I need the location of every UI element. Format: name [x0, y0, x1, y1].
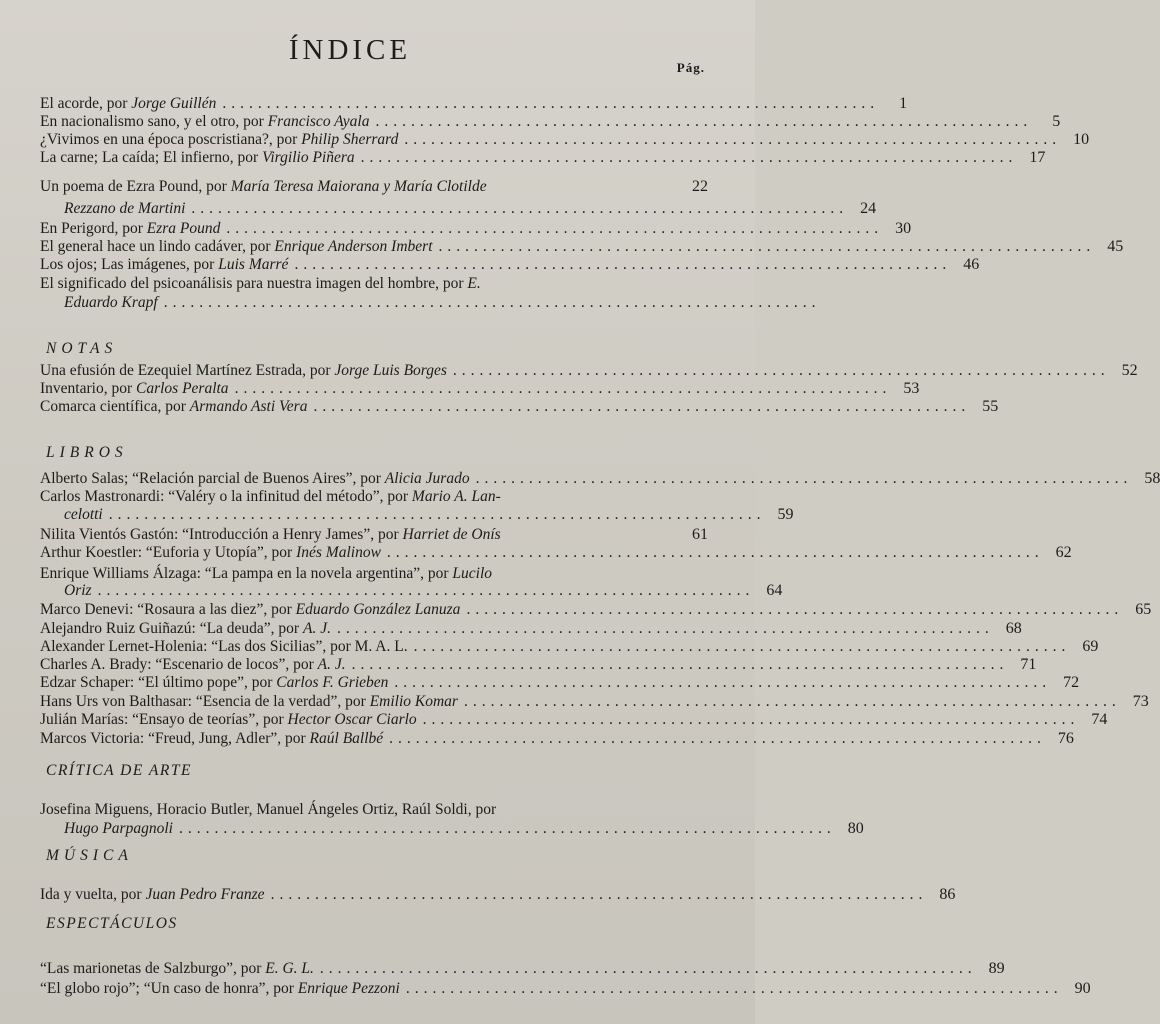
toc-entry: El significado del psicoanálisis para nuestra imagen del hombre, por E. — [40, 275, 481, 292]
toc-entry: Eduardo Krapf .......................................................................... — [64, 294, 821, 311]
toc-entry: Marco Denevi: “Rosaura a las diez”, por Eduardo González Lanuza .......................................................................... 65 — [40, 601, 1152, 618]
toc-entry: Oriz .......................................................................... 64 — [64, 582, 783, 599]
toc-entry: El acorde, por Jorge Guillén .......................................................................... 1 — [40, 95, 908, 112]
toc-entry: Rezzano de Martini .......................................................................... 24 — [64, 200, 877, 217]
toc-entry: En Perigord, por Ezra Pound .......................................................................... 30 — [40, 220, 912, 237]
toc-entry: “El globo rojo”; “Un caso de honra”, por Enrique Pezzoni .......................................................................... 90 — [40, 980, 1091, 997]
toc-entry: Un poema de Ezra Pound, por María Teresa Maiorana y María Clotilde 22 — [40, 178, 708, 195]
toc-entry: Edzar Schaper: “El último pope”, por Carlos F. Grieben .......................................................................... 72 — [40, 674, 1080, 691]
toc-entry: Josefina Miguens, Horacio Butler, Manuel Ángeles Ortiz, Raúl Soldi, por — [40, 801, 497, 818]
toc-entry: Hugo Parpagnoli .......................................................................... 80 — [64, 820, 864, 837]
toc-entry: El general hace un lindo cadáver, por Enrique Anderson Imbert .......................................................................... 45 — [40, 238, 1124, 255]
toc-entry: “Las marionetas de Salzburgo”, por E. G. L. .......................................................................... 89 — [40, 960, 1005, 977]
section-musica: MÚSICA — [46, 847, 133, 864]
toc-entry: Comarca científica, por Armando Asti Vera .......................................................................... 55 — [40, 398, 999, 415]
toc-entry: Alberto Salas; “Relación parcial de Buenos Aires”, por Alicia Jurado .......................................................................... 58 — [40, 470, 1160, 487]
toc-entry: Hans Urs von Balthasar: “Esencia de la verdad”, por Emilio Komar .......................................................................... 73 — [40, 693, 1149, 710]
toc-entry: Julián Marías: “Ensayo de teorías”, por Hector Oscar Ciarlo .......................................................................... 74 — [40, 711, 1108, 728]
section-libros: LIBROS — [46, 444, 128, 461]
toc-entry: Nilita Vientós Gastón: “Introducción a Henry James”, por Harriet de Onís 61 — [40, 526, 708, 543]
toc-entry: Carlos Mastronardi: “Valéry o la infinitud del método”, por Mario A. Lan- — [40, 488, 501, 505]
toc-entry: Ida y vuelta, por Juan Pedro Franze .......................................................................... 86 — [40, 886, 956, 903]
toc-entry: ¿Vivimos en una época poscristiana?, por Philip Sherrard .......................................................................... 10 — [40, 131, 1090, 148]
section-critica-de-arte: CRÍTICA DE ARTE — [46, 762, 192, 779]
section-notas: NOTAS — [46, 340, 118, 357]
section-espectaculos: ESPECTÁCULOS — [46, 915, 178, 932]
toc-entry: Enrique Williams Álzaga: “La pampa en la novela argentina”, por Lucilo — [40, 565, 493, 582]
page-title: ÍNDICE — [288, 34, 412, 66]
toc-entry: Arthur Koestler: “Euforia y Utopía”, por Inés Malinow .......................................................................... 62 — [40, 544, 1072, 561]
toc-entry: Los ojos; Las imágenes, por Luis Marré .......................................................................... 46 — [40, 256, 980, 273]
toc-entry: En nacionalismo sano, y el otro, por Francisco Ayala .......................................................................... 5 — [40, 113, 1061, 130]
toc-entry: Alexander Lernet-Holenia: “Las dos Sicilias”, por M. A. L. .......................................................................... 69 — [40, 638, 1099, 655]
toc-entry: Una efusión de Ezequiel Martínez Estrada, por Jorge Luis Borges .......................................................................... 52 — [40, 362, 1138, 379]
page-column-label: Pág. — [676, 60, 705, 75]
toc-entry: Marcos Victoria: “Freud, Jung, Adler”, por Raúl Ballbé .......................................................................... 76 — [40, 730, 1074, 747]
toc-entry: Charles A. Brady: “Escenario de locos”, por A. J. .......................................................................... 71 — [40, 656, 1037, 673]
toc-entry: celotti .......................................................................... 59 — [64, 506, 794, 523]
toc-entry: Alejandro Ruiz Guiñazú: “La deuda”, por A. J. .......................................................................... 68 — [40, 620, 1022, 637]
toc-entry: Inventario, por Carlos Peralta .......................................................................... 53 — [40, 380, 920, 397]
toc-entry: La carne; La caída; El infierno, por Virgilio Piñera .......................................................................... 17 — [40, 149, 1046, 166]
